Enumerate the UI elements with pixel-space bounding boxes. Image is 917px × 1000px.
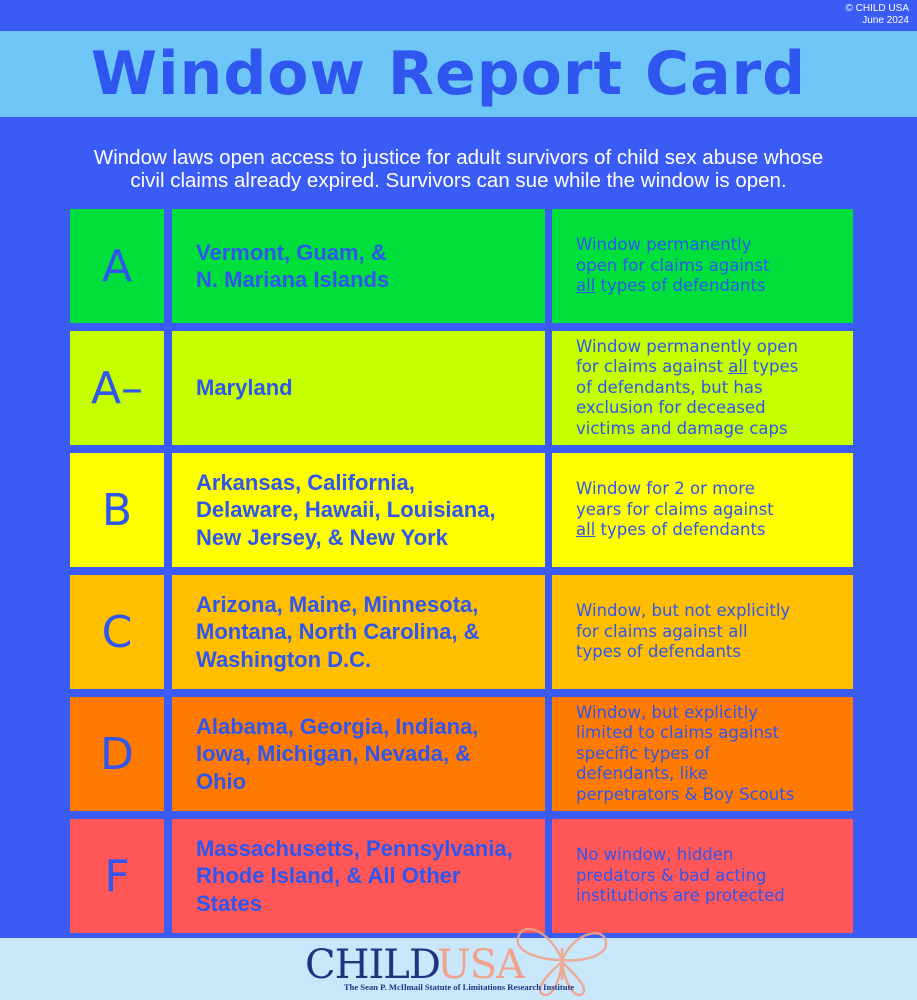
grade-letter: B [101,484,133,536]
description-cell [552,819,853,933]
description-line [576,622,790,643]
states-line: Maryland [196,375,293,401]
states-cell [172,453,545,567]
grade-row [70,819,853,933]
copyright-line: © CHILD USA [845,3,909,14]
grade-letter: C [101,606,133,658]
description-fragment: types of defendants [576,642,741,662]
states-line: Arkansas, California, [196,469,415,495]
states-cell [172,819,545,933]
states-line: Montana, North Carolina, & [196,619,480,645]
states-line: Iowa, Michigan, Nevada, & [196,741,472,767]
intro-line: civil claims already expired. Survivors can sue while the window is open. [130,169,787,192]
description-text [552,845,793,907]
description-fragment: perpetrators & Boy Scouts [576,784,795,804]
report-card-table [70,209,853,941]
states-list [172,591,488,674]
intro-line: Window laws open access to justice for adult survivors of child sex abuse whose [93,146,824,169]
states-cell [172,331,545,445]
description-fragment: Window, but not explicitly [576,601,791,621]
description-fragment: types of defendants [595,520,766,540]
logo-usa-text: USA [437,942,524,988]
grade-cell [70,819,164,933]
description-line [576,703,794,724]
states-line: Alabama, Georgia, Indiana, [196,713,479,739]
states-line: Massachusetts, Pennsylvania, [196,835,513,861]
intro-text [40,146,877,192]
description-line [576,601,790,622]
description-line [576,866,785,887]
description-text [552,235,777,297]
states-line: Delaware, Hawaii, Louisiana, [196,497,496,523]
grade-cell [70,697,164,811]
emphasis-text: all [576,276,596,296]
grade-letter: A [101,240,133,292]
description-line [576,845,785,866]
states-cell [172,209,545,323]
description-line [576,398,798,419]
page-title: Window Report Card [90,39,807,109]
copyright-notice [846,3,910,27]
grade-row [70,575,853,689]
description-fragment: open for claims against [576,255,770,275]
description-cell [552,453,853,567]
grade-row [70,697,853,811]
description-line [576,419,798,440]
grade-row [70,453,853,567]
states-line: N. Mariana Islands [196,267,390,292]
description-fragment: for claims against all [576,621,748,641]
description-line [576,642,790,663]
states-line: States [196,890,263,916]
states-list [172,239,397,294]
emphasis-text: all [576,520,596,540]
description-fragment: defendants, like [576,764,708,784]
description-fragment: institutions are protected [576,886,785,906]
states-cell [172,697,545,811]
grade-cell [70,331,164,445]
grade-letter: F [104,850,130,902]
states-cell [172,575,545,689]
grade-cell [70,209,164,323]
description-cell [552,575,853,689]
description-fragment: for claims against [576,357,729,377]
description-fragment: victims and damage caps [576,418,788,438]
states-list [172,713,486,796]
states-line: Rhode Island, & All Other [196,863,461,889]
description-text [552,337,806,440]
description-line [576,378,798,399]
description-line [576,500,774,521]
description-fragment: specific types of [576,743,711,763]
description-fragment: predators & bad acting [576,865,767,885]
title-banner [0,31,917,117]
states-list [172,469,504,552]
description-line [576,886,785,907]
description-line [576,256,769,277]
description-line [576,276,769,297]
child-usa-logo [300,942,630,998]
description-fragment: limited to claims against [576,723,780,743]
description-fragment: of defendants, but has [576,377,763,397]
description-cell [552,697,853,811]
logo-subtitle: The Sean P. McIlmail Statute of Limitations Research Institute [343,982,575,992]
description-fragment: No window, hidden [576,845,734,865]
grade-cell [70,575,164,689]
description-text [552,479,782,541]
description-line [576,520,774,541]
description-fragment: years for claims against [576,499,774,519]
description-fragment: exclusion for deceased [576,398,766,418]
description-line [576,744,794,765]
states-line: Arizona, Maine, Minnesota, [196,591,479,617]
grade-cell [70,453,164,567]
description-line [576,785,794,806]
description-fragment: types of defendants [595,276,766,296]
description-text [552,601,798,663]
states-line: Washington D.C. [196,646,372,672]
description-fragment: Window for 2 or more [576,479,755,499]
states-line: New Jersey, & New York [196,524,448,550]
description-cell [552,331,853,445]
description-fragment: types [747,357,799,377]
grade-letter: D [100,728,134,780]
description-line [576,723,794,744]
description-cell [552,209,853,323]
description-line [576,357,798,378]
description-text [552,703,802,806]
description-fragment: Window permanently [576,235,752,255]
date-line: June 2024 [862,15,909,26]
logo-child-text: CHILD [305,942,440,988]
description-line [576,235,769,256]
grade-row [70,331,853,445]
states-list [172,374,301,402]
grade-letter: A– [90,362,144,414]
grade-row [70,209,853,323]
states-line: Vermont, Guam, & [196,239,387,265]
description-line [576,764,794,785]
description-line [576,337,798,358]
states-list [172,835,521,918]
description-fragment: Window permanently open [576,336,798,356]
emphasis-text: all [728,357,748,377]
states-line: Ohio [196,768,247,794]
description-fragment: Window, but explicitly [576,702,758,722]
description-line [576,479,774,500]
